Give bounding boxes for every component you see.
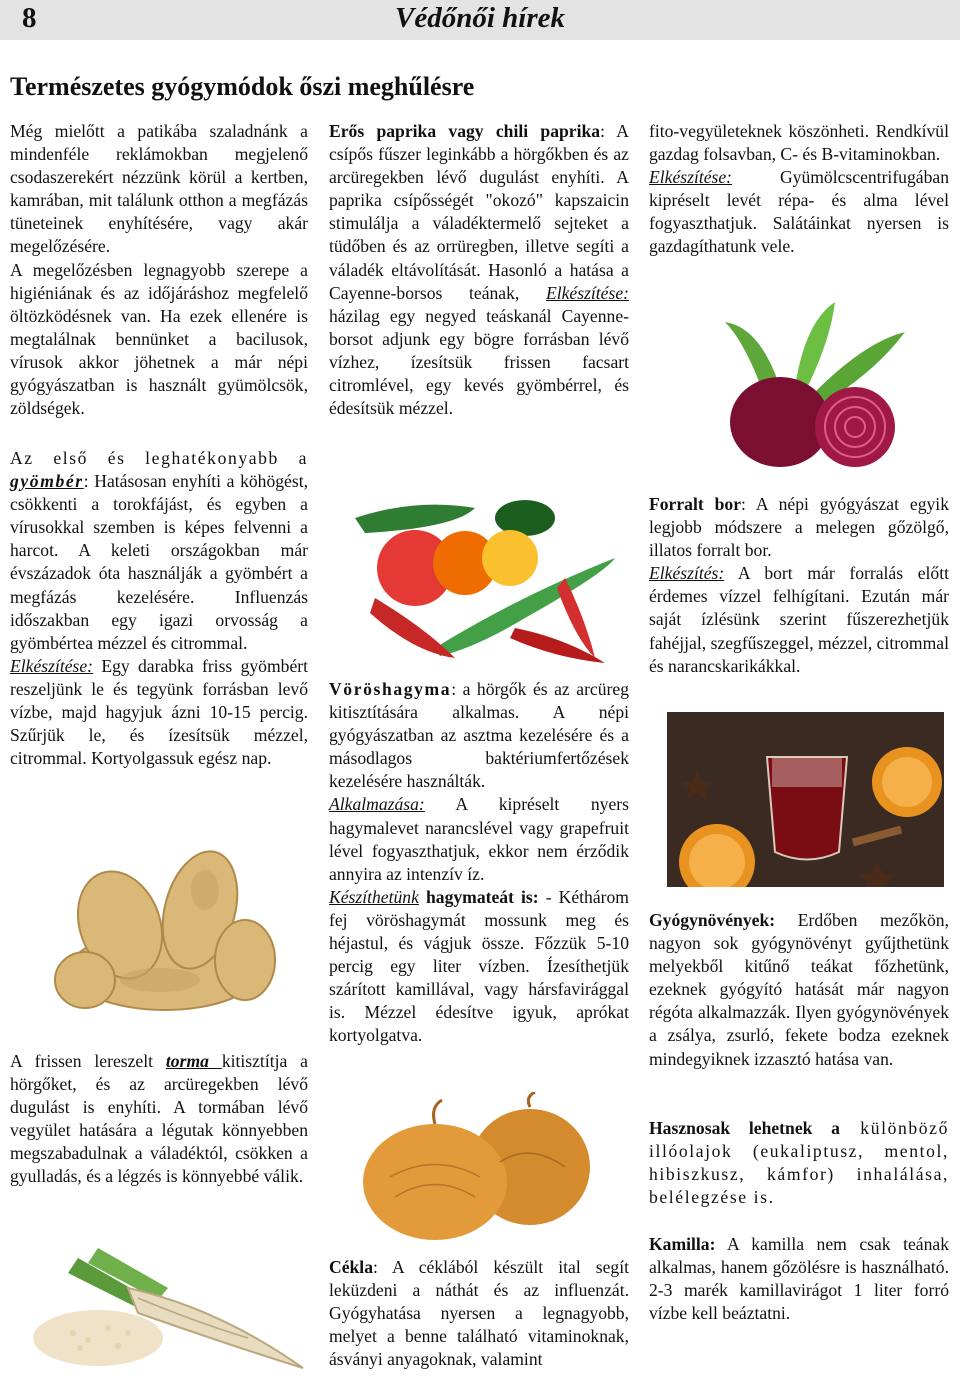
wine-prep-label: Elkészítés:: [649, 563, 725, 584]
onion-use-paragraph: [329, 793, 629, 885]
ginger-paragraph: [10, 447, 308, 655]
paprika-term: Erős paprika vagy chili paprika: [329, 121, 601, 141]
onion-use-text: A kipréselt nyers hagymalevet narancslével vagy grapefruit lével fogyaszthatjuk, ekkor nem érződik annyira az intenzív íz.: [329, 794, 629, 884]
torma-lead: A frissen lereszelt: [10, 1051, 166, 1071]
ginger-prep-paragraph: [10, 655, 308, 770]
onion-use-label: Alkalmazása:: [329, 794, 425, 815]
onion-paragraph: [329, 678, 629, 793]
oils-term: Hasznosak lehetnek a: [649, 1118, 840, 1138]
herbs-paragraph: [649, 909, 949, 1071]
chili-peppers-image: [335, 478, 625, 663]
page-number: 8: [22, 2, 37, 34]
ginger-section: [10, 447, 308, 770]
ginger-term: gyömbér: [10, 471, 84, 492]
ginger-prep-text: Egy darabka friss gyömbért reszeljünk le és tegyünk forrásban levő vízbe, majd hagyjuk ázni 10-15 percig. Szűrjük le, és ízesítsük mézzel, citrommal. Kortyolgassuk egész nap.: [10, 655, 308, 769]
wine-paragraph: [649, 493, 949, 562]
torma-text: kitisztítja a hörgőket, és az arcüregekben lévő dugulást is enyhíti. A tormában lévő vegyület hatására a légutak könnyebben megszabadulnak a váladéktól, csökken a gyulladás, és a légzés is könnyebbé válik.: [10, 1051, 308, 1187]
beet-continued-section: [649, 120, 949, 259]
beet-text: : A céklából készült ital segít leküzdeni a náthát és az influenzát. Gyógyhatása nyersen a legnagyobb, melyet a benne található vitaminoknak, ásványi anyagoknak, valamint: [329, 1257, 629, 1370]
herbs-text: Erdőben mezőkön, nagyon sok gyógynövényt gyűjthetünk melyekből kitűnő teákat főzhetünk, ezeknek gyógyító hatását már nagyon régóta alkalmazzák. Ilyen gyógynövények a zsálya, zsurló, fekete bodza ezeknek mindegyiknek izzasztó hatása van.: [649, 910, 949, 1069]
beet-section: [329, 1256, 629, 1371]
wine-prep-text: A bort már forralás előtt érdemes vízzel felhígítani. Ezután már saját ízlésünk szerint fűszerezhetjük fahéjjal, szegfűszeggel, mézzel, citrommal és narancskarikákkal.: [649, 563, 949, 676]
paprika-prep-text: házilag egy negyed teáskanál Cayenne-borsot adjunk egy bögre forrásban lévő vízhez, ízesítsük frissen facsart citromlével, egy kevés gyömbérrel, és édesítsük mézzel.: [329, 305, 629, 419]
wine-prep-paragraph: [649, 562, 949, 677]
beetroot-image: [705, 302, 910, 474]
torma-term: torma: [165, 1051, 222, 1071]
mulled-wine-section: [649, 493, 949, 678]
onion-image: [350, 1092, 615, 1244]
horseradish-image: [18, 1228, 310, 1376]
wine-term: Forralt bor: [649, 494, 742, 514]
page-header: [0, 0, 960, 40]
paprika-section: [329, 120, 629, 420]
oils-paragraph: [649, 1117, 949, 1209]
ginger-lead: Az első és leghatékonyabb a: [10, 448, 308, 468]
ginger-prep-label: Elkészítése:: [10, 655, 94, 676]
article-title: Természetes gyógymódok őszi meghűlésre: [10, 72, 475, 101]
wine-text: : A népi gyógyászat egyik legjobb módszere a melegen gőzölgő, illatos forralt bor.: [649, 494, 949, 561]
onion-tea-paragraph: [329, 886, 629, 1048]
onion-tea-term: hagymateát is:: [418, 886, 539, 907]
section-title: Védőnői hírek: [395, 2, 565, 34]
onion-section: [329, 678, 629, 1048]
beet-prep-label: Elkészítése:: [649, 167, 733, 188]
paprika-prep-label: Elkészítése:: [545, 282, 629, 303]
paprika-paragraph: [329, 120, 629, 420]
column-1-intro: [10, 120, 308, 420]
torma-paragraph: [10, 1050, 308, 1189]
chamomile-paragraph: [649, 1233, 949, 1325]
intro-paragraph-1: Még mielőtt a patikába szaladnánk a mindenféle reklámokban megjelenő csodaszerekért nézzünk körül a kertben, kamrában, mit találunk otthon a megfázás tüneteinek enyhítésére, vagy akár megelőzésére.: [10, 121, 308, 257]
onion-text: : a hörgők és az arcüreg kitisztítására alkalmas. A népi gyógyászatban az asztma kezelésére és a másodlagos baktériumfertőzések kezelésére használták.: [329, 679, 629, 792]
herbs-term: Gyógynövények:: [649, 910, 776, 930]
beet-paragraph: [329, 1256, 629, 1371]
ginger-image: [30, 830, 300, 1035]
herbs-section: [649, 909, 949, 1071]
chamomile-section: [649, 1233, 949, 1325]
oils-text: különböző illóolajok (eukaliptusz, mentol, hibiszkusz, kámfor) inhalálása, belélegzése is.: [649, 1118, 949, 1208]
paprika-text: : A csípős fűszer leginkább a hörgőkben és az arcüregekben lévő dugulást enyhíti. A paprika csípősségét "okozó" kapszaicin stimulálja a váladéktermelő sejteket a tüdőben és az orrüregben, illetve segíti a váladék eltávolítását. Hasonló a hatása a Cayenne-borsos teának,: [329, 121, 629, 303]
beet-term: Cékla: [329, 1257, 373, 1277]
beet-cont-paragraph: fito-vegyületeknek köszönheti. Rendkívül gazdag folsavban, C- és B-vitaminokban.: [649, 121, 949, 165]
onion-tea-text: - Kéthárom fej vöröshagymát mossunk meg és héjastul, és vágjuk össze. Főzzük 5-10 percig egy liter vízben. Ízesíthetjük szárított kamillával, vagy hársfavirággal is. Mézzel édesítve igyuk, aprókat kortyolgatva.: [329, 886, 629, 1046]
mulled-wine-image: [667, 712, 944, 887]
onion-tea-label: Készíthetünk: [329, 886, 419, 907]
beet-prep-paragraph: [649, 166, 949, 258]
intro-paragraph-2: A megelőzésben legnagyobb szerepe a higiéniának és az időjáráshoz megfelelő öltözködésnek van. Ha ezek ellenére is megtalálnak bennünket a bacilusok, vírusok akkor jöhetnek a már népi gyógyászatban is használt gyümölcsök, zöldségek.: [10, 259, 308, 419]
onion-term: Vöröshagyma: [329, 679, 452, 699]
chamomile-text: A kamilla nem csak teának alkalmas, hanem gőzölésre is használható. 2-3 marék kamillavirágot 1 liter forró vízbe kell beáztatni.: [649, 1234, 949, 1324]
oils-section: [649, 1117, 949, 1209]
chamomile-term: Kamilla:: [649, 1234, 716, 1254]
ginger-text: : Hatásosan enyhíti a köhögést, csökkenti a torokfájást, és egyben a vírusokkal szemben is képes felvenni a harcot. A keleti országokban már évszázadok óta használják a gyömbért a megfázás kezelésére. Influenzás időszakban egy igazi orvosság a gyömbértea mézzel és citrommal.: [10, 471, 308, 653]
beet-prep-text: Gyümölcscentrifugában kipréselt levét répa- és alma lével fogyaszthatjuk. Salátáinkat nyersen is gazdagíthatunk vele.: [649, 167, 949, 257]
torma-section: [10, 1050, 308, 1189]
